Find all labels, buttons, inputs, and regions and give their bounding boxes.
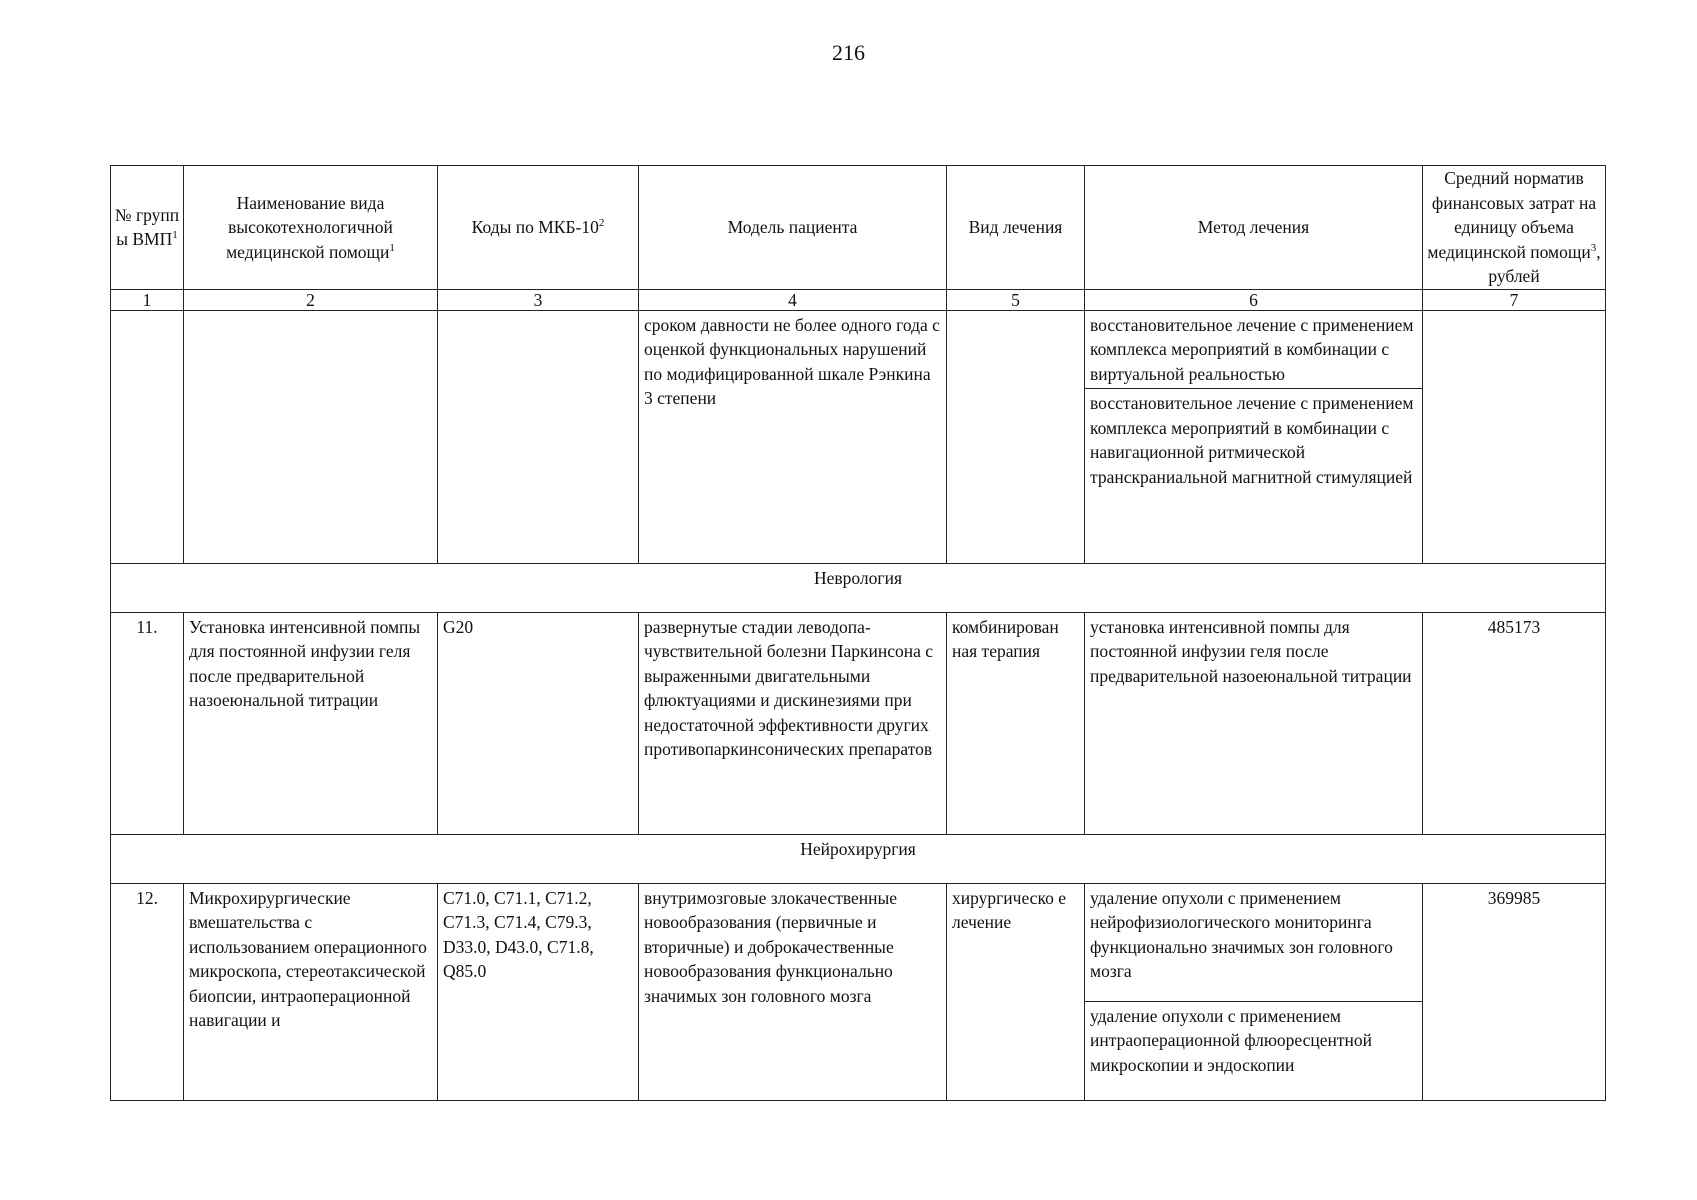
treatment-method-item: удаление опухоли с применением интраоперационной флюоресцентной микроскопии и эндоскопии	[1090, 1005, 1373, 1075]
cell-group-number: 11.	[111, 612, 184, 834]
table-row-11	[111, 612, 1606, 834]
cell-treatment-method: установка интенсивной помпы для постоянной инфузии геля после предварительной назоеюнальной титрации	[1085, 612, 1423, 834]
cell-treatment-type	[947, 310, 1085, 563]
cell-care-type-name: Установка интенсивной помпы для постоянной инфузии геля после предварительной назоеюнальной титрации	[184, 612, 438, 834]
cell-average-cost: 485173	[1423, 612, 1606, 834]
column-number-row	[111, 289, 1606, 310]
column-number: 5	[947, 289, 1085, 310]
cell-icd-codes: G20	[438, 612, 639, 834]
cell-group-number	[111, 310, 184, 563]
vmp-table	[110, 165, 1606, 1101]
cell-care-type-name: Микрохирургические вмешательства с использованием операционного микроскопа, стереотаксической биопсии, интраоперационной навигации и	[184, 883, 438, 1100]
table-row-continuation	[111, 310, 1606, 563]
treatment-method-item: удаление опухоли с применением нейрофизиологического мониторинга функционально значимых зон головного мозга	[1085, 884, 1422, 1002]
column-number: 1	[111, 289, 184, 310]
cell-treatment-methods	[1085, 310, 1423, 563]
column-number: 6	[1085, 289, 1423, 310]
cell-average-cost: 369985	[1423, 883, 1606, 1100]
section-title-neurology: Неврология	[111, 563, 1606, 612]
column-number: 3	[438, 289, 639, 310]
cell-treatment-methods	[1085, 883, 1423, 1100]
column-number: 4	[639, 289, 947, 310]
header-group-number: № групп ы ВМП$^1$	[111, 166, 184, 290]
cell-treatment-type: комбинирован ная терапия	[947, 612, 1085, 834]
cell-average-cost	[1423, 310, 1606, 563]
cell-group-number: 12.	[111, 883, 184, 1100]
section-row-neurosurgery	[111, 834, 1606, 883]
header-treatment-method: Метод лечения	[1085, 166, 1423, 290]
cell-patient-model: сроком давности не более одного года с оценкой функциональных нарушений по модифицированной шкале Рэнкина 3 степени	[639, 310, 947, 563]
header-average-cost: Средний норматив финансовых затрат на единицу объема медицинской помощи$^3$, рублей	[1423, 166, 1606, 290]
page-number: 216	[832, 40, 865, 65]
cell-patient-model: развернутые стадии леводопа-чувствительной болезни Паркинсона с выраженными двигательными флюктуациями и дискинезиями при недостаточной эффективности других противопаркинсонических препаратов	[639, 612, 947, 834]
section-title-neurosurgery: Нейрохирургия	[111, 834, 1606, 883]
column-number: 2	[184, 289, 438, 310]
table-row-12	[111, 883, 1606, 1100]
cell-care-type-name	[184, 310, 438, 563]
treatment-method-item: восстановительное лечение с применением комплекса мероприятий в комбинации с виртуальной реальностью	[1085, 311, 1422, 390]
header-icd-codes: Коды по МКБ-$10^2$	[438, 166, 639, 290]
section-row-neurology	[111, 563, 1606, 612]
cell-icd-codes: C71.0, C71.1, C71.2, C71.3, C71.4, C79.3, D33.0, D43.0, C71.8, Q85.0	[438, 883, 639, 1100]
treatment-method-item: восстановительное лечение с применением комплекса мероприятий в комбинации с навигационной ритмической транскраниальной магнитной стимуляцией	[1090, 393, 1414, 487]
header-patient-model: Модель пациента	[639, 166, 947, 290]
header-treatment-type: Вид лечения	[947, 166, 1085, 290]
cell-treatment-type: хирургическо е лечение	[947, 883, 1085, 1100]
header-care-type-name: Наименование вида высокотехнологичной медицинской помощи$^1$	[184, 166, 438, 290]
table-header-row	[111, 166, 1606, 290]
cell-icd-codes	[438, 310, 639, 563]
cell-patient-model: внутримозговые злокачественные новообразования (первичные и вторичные) и доброкачественные новообразования функционально значимых зон головного мозга	[639, 883, 947, 1100]
column-number: 7	[1423, 289, 1606, 310]
